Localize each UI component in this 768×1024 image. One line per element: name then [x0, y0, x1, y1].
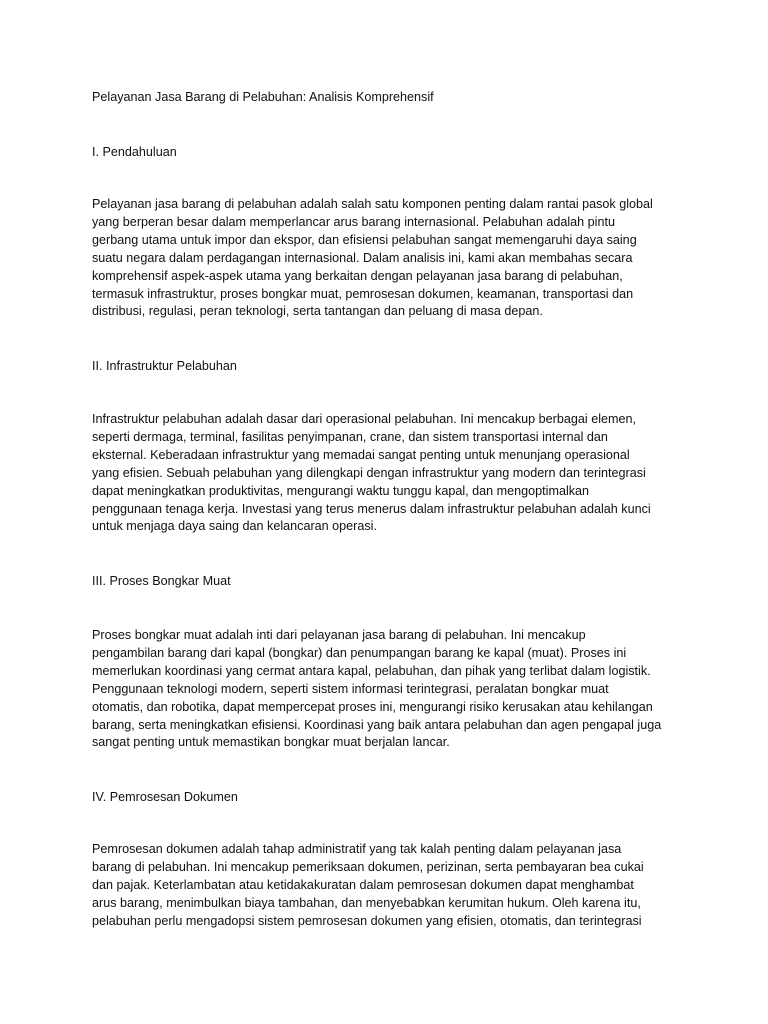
paragraph-line: yang berperan besar dalam memperlancar arus barang internasional. Pelabuhan adalah pintu: [92, 214, 615, 229]
paragraph-line: yang efisien. Sebuah pelabuhan yang dilengkapi dengan infrastruktur yang modern dan terintegrasi: [92, 465, 646, 480]
section-heading-pemrosesan-dokumen: IV. Pemrosesan Dokumen: [92, 790, 238, 804]
paragraph-line: Infrastruktur pelabuhan adalah dasar dari operasional pelabuhan. Ini mencakup berbagai elemen,: [92, 412, 636, 426]
paragraph-line: Pelayanan jasa barang di pelabuhan adalah salah satu komponen penting dalam rantai pasok global: [92, 197, 653, 211]
paragraph-line: barang, serta meningkatkan efisiensi. Koordinasi yang baik antara pelabuhan dan agen pengapal juga: [92, 717, 662, 732]
paragraph-line: gerbang utama untuk impor dan ekspor, dan efisiensi pelabuhan sangat memengaruhi daya saing: [92, 232, 637, 247]
paragraph-line: dan pajak. Keterlambatan atau ketidakakuratan dalam pemrosesan dokumen dapat menghambat: [92, 877, 634, 892]
paragraph-line: eksternal. Keberadaan infrastruktur yang memadai sangat penting untuk menunjang operasional: [92, 447, 630, 462]
section-paragraph-pemrosesan-dokumen: [92, 841, 682, 931]
paragraph-line: pengambilan barang dari kapal (bongkar) dan penumpangan barang ke kapal (muat). Proses ini: [92, 645, 627, 660]
document-title: Pelayanan Jasa Barang di Pelabuhan: Analisis Komprehensif: [92, 90, 434, 104]
section-paragraph-pendahuluan: [92, 196, 682, 321]
paragraph-line: untuk menjaga daya saing dan kelancaran operasi.: [92, 519, 377, 534]
paragraph-line: penggunaan tenaga kerja. Investasi yang terus menerus dalam infrastruktur pelabuhan adalah kunci: [92, 501, 651, 516]
paragraph-line: barang di pelabuhan. Ini mencakup pemeriksaan dokumen, perizinan, serta pembayaran bea cukai: [92, 859, 644, 874]
paragraph-line: memerlukan koordinasi yang cermat antara kapal, pelabuhan, dan pihak yang terlibat dalam logistik.: [92, 663, 651, 678]
paragraph-line: termasuk infrastruktur, proses bongkar muat, pemrosesan dokumen, keamanan, transportasi dan: [92, 286, 634, 301]
paragraph-line: otomatis, dan robotika, dapat mempercepat proses ini, mengurangi risiko kerusakan atau kehilangan: [92, 699, 653, 714]
paragraph-line: Pemrosesan dokumen adalah tahap administratif yang tak kalah penting dalam pelayanan jasa: [92, 842, 622, 856]
paragraph-line: pelabuhan perlu mengadopsi sistem pemrosesan dokumen yang efisien, otomatis, dan terintegrasi: [92, 913, 642, 928]
paragraph-line: dapat meningkatkan produktivitas, mengurangi waktu tunggu kapal, dan mengoptimalkan: [92, 483, 590, 498]
section-heading-infrastruktur: II. Infrastruktur Pelabuhan: [92, 359, 237, 373]
section-heading-pendahuluan: I. Pendahuluan: [92, 145, 177, 159]
paragraph-line: seperti dermaga, terminal, fasilitas penyimpanan, crane, dan sistem transportasi internal dan: [92, 429, 608, 444]
paragraph-line: sangat penting untuk memastikan bongkar muat berjalan lancar.: [92, 735, 450, 750]
paragraph-line: Proses bongkar muat adalah inti dari pelayanan jasa barang di pelabuhan. Ini mencakup: [92, 628, 586, 642]
section-heading-bongkar-muat: III. Proses Bongkar Muat: [92, 574, 231, 588]
paragraph-line: suatu negara dalam perdagangan internasional. Dalam analisis ini, kami akan membahas secara: [92, 250, 633, 265]
paragraph-line: Penggunaan teknologi modern, seperti sistem informasi terintegrasi, peralatan bongkar muat: [92, 681, 609, 696]
section-paragraph-bongkar-muat: [92, 627, 682, 752]
paragraph-line: arus barang, menimbulkan biaya tambahan, dan menyebabkan kerumitan hukum. Oleh karena itu,: [92, 895, 641, 910]
paragraph-line: komprehensif aspek-aspek utama yang berkaitan dengan pelayanan jasa barang di pelabuhan,: [92, 268, 623, 283]
paragraph-line: distribusi, regulasi, peran teknologi, serta tantangan dan peluang di masa depan.: [92, 304, 543, 319]
section-paragraph-infrastruktur: [92, 411, 682, 536]
